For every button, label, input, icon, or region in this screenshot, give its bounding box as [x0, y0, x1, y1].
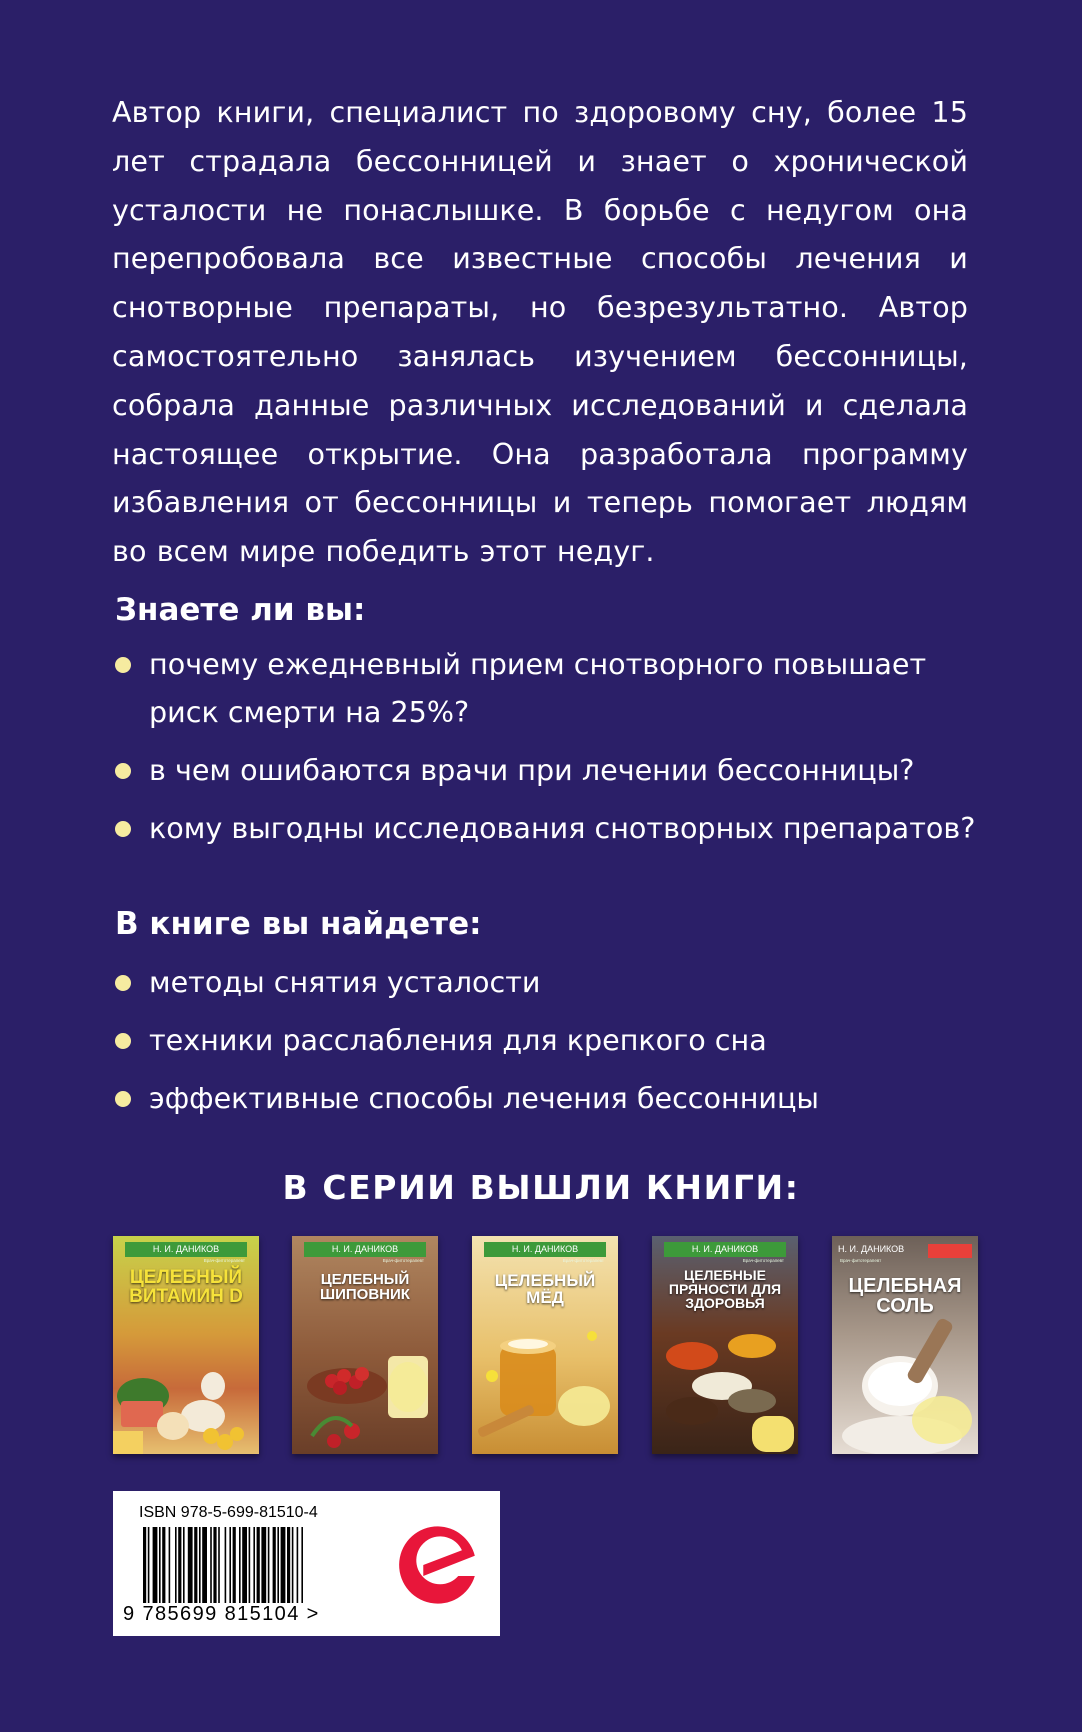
barcode-bar [233, 1527, 236, 1607]
book-author: Н. И. ДАНИКОВ [664, 1242, 786, 1257]
series-book-rosehip[interactable] [292, 1236, 438, 1454]
barcode-bar [213, 1527, 216, 1607]
series-book-honey[interactable] [472, 1236, 618, 1454]
book-title: ЦЕЛЕБНАЯ СОЛЬ [848, 1275, 962, 1317]
book-author-role: Врач-фитотерапевт [203, 1258, 245, 1263]
isbn-number: ISBN 978-5-699-81510-4 [139, 1504, 318, 1521]
barcode-bar [178, 1527, 181, 1607]
list-item: кому выгодны исследования снотворных препаратов? [112, 804, 992, 852]
book-title: ЦЕЛЕБНЫЙ ВИТАМИН D [129, 1267, 243, 1307]
barcode-bar [249, 1527, 251, 1607]
know-heading: Знаете ли вы: [115, 592, 366, 628]
barcode-bar [292, 1527, 294, 1607]
series-book-spices[interactable] [652, 1236, 798, 1454]
barcode-bar [253, 1527, 255, 1607]
list-item: эффективные способы лечения бессонницы [112, 1074, 992, 1122]
book-title: ЦЕЛЕБНЫЕ ПРЯНОСТИ ДЛЯ ЗДОРОВЬЯ [668, 1267, 782, 1311]
book-illustration [113, 1236, 259, 1454]
book-title: ЦЕЛЕБНЫЙ ШИПОВНИК [320, 1271, 410, 1303]
barcode-bar [183, 1527, 185, 1607]
bullet-dot-icon [115, 1033, 131, 1049]
book-blurb [388, 1362, 428, 1412]
barcode-bar [188, 1527, 193, 1607]
bullet-dot-icon [115, 763, 131, 779]
book-author-role: Врач-фитотерапевт [382, 1258, 424, 1263]
book-author-role: Врач-фитотерапевт [742, 1258, 784, 1263]
series-book-vitamin-d[interactable] [113, 1236, 259, 1454]
barcode-bar [239, 1527, 241, 1607]
barcode-bar [153, 1527, 158, 1607]
find-heading: В книге вы найдете: [115, 906, 482, 942]
barcode-bar [169, 1527, 171, 1607]
book-blurb [912, 1396, 972, 1444]
barcode-bar [257, 1527, 260, 1607]
barcode-bar [281, 1527, 286, 1607]
barcode-bar [229, 1527, 231, 1607]
barcode-bar [277, 1527, 279, 1607]
book-title: ЦЕЛЕБНЫЙ МЁД [494, 1271, 596, 1307]
isbn-barcode-block [113, 1491, 500, 1636]
author-description: Автор книги, специалист по здоровому сну, более 15 лет страдала бессонницей и знает о хронической усталости не понаслышке. В борьбе с недугом она перепробовала все известные способы лечения и снотворные препараты, но безрезультатно. Автор самостоятельно занялась изучением бессонницы, собрала данные различных исследований и сделала настоящее открытие. Она разработала программу избавления от бессонницы и теперь помогает людям во всем мире победить этот недуг. [112, 95, 968, 569]
barcode-bar [159, 1527, 161, 1607]
know-list [112, 640, 992, 862]
list-item: в чем ошибаются врачи при лечении бессонницы? [112, 746, 992, 794]
bullet-dot-icon [115, 1091, 131, 1107]
list-item: почему ежедневный прием снотворного повышает риск смерти на 25%? [112, 640, 992, 736]
barcode-bar [297, 1527, 299, 1607]
barcode-bar [175, 1527, 177, 1607]
series-heading: В СЕРИИ ВЫШЛИ КНИГИ: [282, 1168, 800, 1207]
barcode-bar [273, 1527, 276, 1607]
book-author-role: Врач-фитотерапевт [840, 1258, 882, 1263]
barcode-bar [199, 1527, 201, 1607]
bullet-dot-icon [115, 821, 131, 837]
list-item: методы снятия усталости [112, 958, 992, 1006]
bullet-dot-icon [115, 657, 131, 673]
book-author: Н. И. ДАНИКОВ [484, 1242, 606, 1257]
barcode-bar [202, 1527, 207, 1607]
find-list [112, 958, 992, 1132]
barcode-bar [268, 1527, 270, 1607]
series-book-salt[interactable] [832, 1236, 978, 1454]
book-blurb [558, 1386, 610, 1426]
barcode-bar [210, 1527, 212, 1607]
book-author: Н. И. ДАНИКОВ [838, 1244, 905, 1254]
barcode-bar [194, 1527, 197, 1607]
barcode-bar [287, 1527, 290, 1607]
list-item: техники расслабления для крепкого сна [112, 1016, 992, 1064]
book-illustration [292, 1236, 438, 1454]
book-author-role: Врач-фитотерапевт [562, 1258, 604, 1263]
barcode-bar [162, 1527, 165, 1607]
publisher-logo-icon [392, 1519, 484, 1611]
book-author: Н. И. ДАНИКОВ [304, 1242, 426, 1257]
barcode-digits: 9 785699 815104 > [123, 1603, 320, 1625]
barcode-bar [261, 1527, 266, 1607]
barcode-bar [242, 1527, 247, 1607]
book-illustration [652, 1236, 798, 1454]
book-author: Н. И. ДАНИКОВ [125, 1242, 247, 1257]
bullet-dot-icon [115, 975, 131, 991]
barcode-bar [218, 1527, 220, 1607]
